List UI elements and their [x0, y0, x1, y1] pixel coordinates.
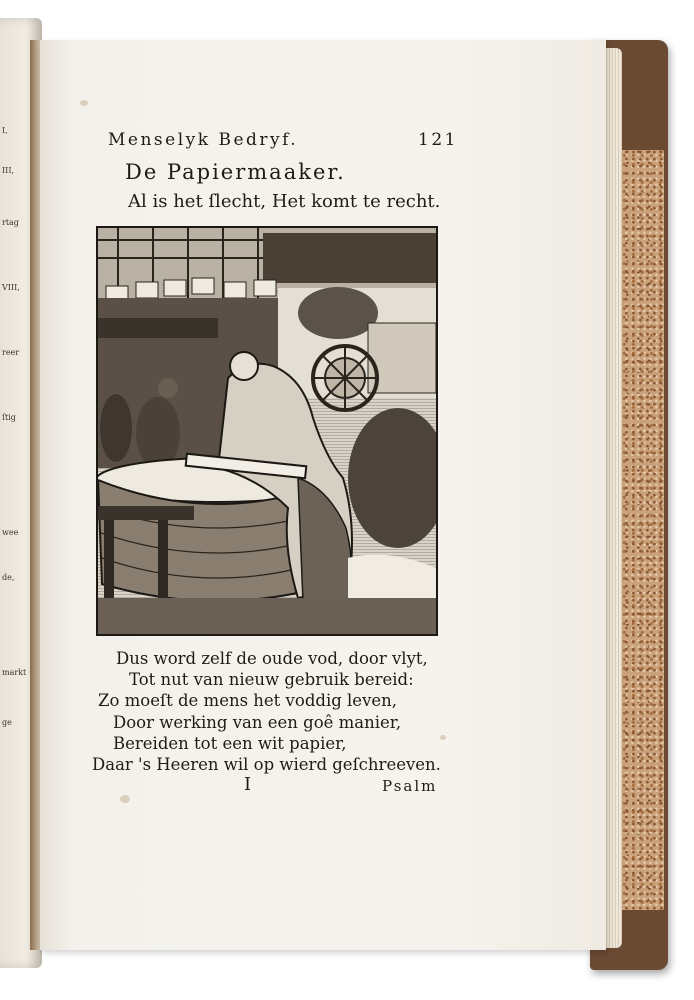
marbled-endpaper: [618, 150, 664, 910]
facing-page-text: ge: [2, 718, 12, 727]
verse-line: Door werking van een goê manier,: [113, 712, 402, 732]
facing-page-text: de,: [2, 573, 15, 582]
engraving-illustration: [98, 228, 436, 634]
verse: [92, 648, 452, 775]
facing-page-text: ſtig: [2, 413, 16, 422]
verse-line: Dus word zelf de oude vod, door vlyt,: [116, 649, 428, 668]
facing-page-text: I,: [2, 126, 8, 135]
running-head-title: Menselyk Bedryf.: [108, 130, 299, 150]
engraving-papermaker: [96, 226, 438, 636]
facing-page-text: wee: [2, 528, 19, 537]
verse-line: Tot nut van nieuw gebruik bereid:: [129, 670, 414, 690]
signature-mark: I: [244, 774, 252, 795]
facing-page-text: III,: [2, 166, 15, 175]
catchword: Psalm: [382, 777, 438, 795]
facing-page-text: markt: [2, 668, 27, 677]
motto: Al is het ſlecht, Het komt te recht.: [128, 191, 441, 212]
page-number: 121: [418, 130, 458, 150]
chapter-title: De Papiermaaker.: [125, 160, 346, 184]
foxing-spot: [80, 100, 88, 106]
running-head: [108, 130, 458, 150]
verse-line: Daar 's Heeren wil op wierd geſchreeven.: [92, 755, 441, 775]
facing-page-text: rtag: [2, 218, 19, 227]
facing-page-text: reer: [2, 348, 20, 357]
foxing-spot: [120, 795, 130, 803]
verse-line: Zo moeſt de mens het voddig leven,: [98, 691, 398, 711]
facing-page-text: VIII,: [2, 283, 20, 292]
verse-line: Bereiden tot een wit papier,: [113, 733, 347, 753]
